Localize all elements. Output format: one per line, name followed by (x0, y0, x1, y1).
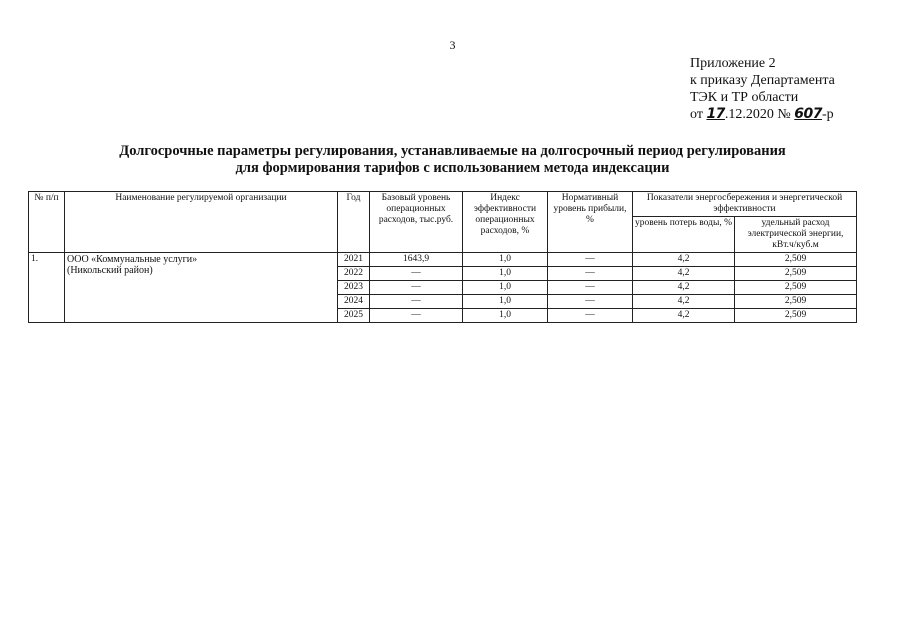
cell-index: 1,0 (463, 267, 548, 281)
document-title (0, 143, 905, 177)
date-prefix: от (690, 107, 707, 122)
cell-profit: — (548, 281, 633, 295)
cell-index: 1,0 (463, 309, 548, 323)
cell-profit: — (548, 295, 633, 309)
cell-electricity: 2,509 (735, 281, 857, 295)
header-org: Наименование регулируемой организации (65, 192, 338, 253)
cell-electricity: 2,509 (735, 253, 857, 267)
order-number-handwritten: 607 (794, 106, 823, 122)
header-row-1 (29, 192, 857, 217)
cell-base: — (370, 281, 463, 295)
org-name-line-1: ООО «Коммунальные услуги» (67, 254, 198, 265)
appendix-date-line (690, 106, 835, 123)
appendix-line-2: к приказу Департамента (690, 73, 835, 88)
date-day-handwritten: 17 (706, 106, 725, 122)
header-efficiency-index: Индекс эффективности операционных расходов, % (463, 192, 548, 253)
cell-electricity: 2,509 (735, 295, 857, 309)
header-year: Год (338, 192, 370, 253)
header-num: № п/п (29, 192, 65, 253)
date-rest: .12.2020 № (724, 107, 795, 122)
appendix-line-3: ТЭК и ТР области (690, 90, 799, 105)
cell-water-loss: 4,2 (633, 295, 735, 309)
cell-base: — (370, 309, 463, 323)
header-energy-group: Показатели энергосбережения и энергетической эффективности (633, 192, 857, 217)
cell-base: — (370, 267, 463, 281)
cell-base: — (370, 295, 463, 309)
cell-index: 1,0 (463, 295, 548, 309)
cell-electricity: 2,509 (735, 267, 857, 281)
cell-year: 2024 (338, 295, 370, 309)
order-suffix: -р (822, 107, 834, 122)
appendix-block (690, 55, 835, 123)
regulation-parameters-table (28, 191, 857, 323)
title-line-1: Долгосрочные параметры регулирования, устанавливаемые на долгосрочный период регулирования (119, 143, 786, 159)
cell-year: 2021 (338, 253, 370, 267)
org-name (65, 253, 338, 323)
cell-profit: — (548, 253, 633, 267)
cell-water-loss: 4,2 (633, 309, 735, 323)
header-base-level: Базовый уровень операционных расходов, тыс.руб. (370, 192, 463, 253)
cell-profit: — (548, 267, 633, 281)
cell-water-loss: 4,2 (633, 267, 735, 281)
table-row (29, 253, 857, 267)
cell-base: 1643,9 (370, 253, 463, 267)
cell-year: 2022 (338, 267, 370, 281)
page-number: 3 (449, 38, 456, 52)
cell-profit: — (548, 309, 633, 323)
org-number: 1. (29, 253, 65, 323)
cell-year: 2023 (338, 281, 370, 295)
org-name-line-2: (Никольский район) (67, 265, 153, 276)
cell-index: 1,0 (463, 253, 548, 267)
appendix-line-1: Приложение 2 (690, 56, 776, 71)
cell-index: 1,0 (463, 281, 548, 295)
header-electricity: удельный расход электрической энергии, кВт.ч/куб.м (735, 217, 857, 253)
header-profit-level: Нормативный уровень прибыли, % (548, 192, 633, 253)
cell-electricity: 2,509 (735, 309, 857, 323)
cell-year: 2025 (338, 309, 370, 323)
title-line-2: для формирования тарифов с использованием метода индексации (235, 160, 670, 176)
header-water-loss: уровень потерь воды, % (633, 217, 735, 253)
cell-water-loss: 4,2 (633, 253, 735, 267)
cell-water-loss: 4,2 (633, 281, 735, 295)
